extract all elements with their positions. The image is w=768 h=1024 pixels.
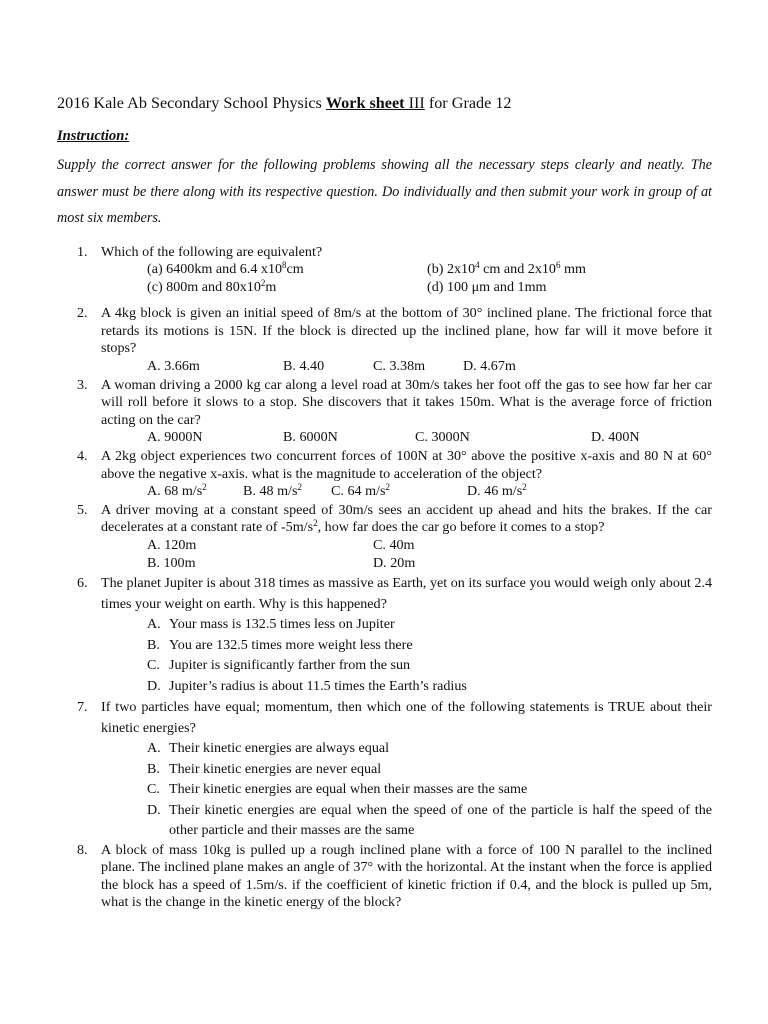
question-options bbox=[101, 738, 712, 841]
option-c: C. Their kinetic energies are equal when their masses are the same bbox=[147, 781, 528, 798]
question-stem: A 2kg object experiences two concurrent forces of 100N at 30° above the positive x-axis and 80 N at 60° above the negative x-axis. what is the magnitude to acceleration of the object? bbox=[101, 448, 712, 482]
question-number: 3. bbox=[77, 376, 88, 393]
option-b: B. 6000N bbox=[283, 429, 338, 446]
option-b: B. 4.40 bbox=[283, 358, 325, 375]
question-options bbox=[101, 261, 712, 296]
question-stem: Which of the following are equivalent? bbox=[101, 243, 323, 260]
option-a: A. 3.66m bbox=[147, 358, 200, 375]
question-stem: The planet Jupiter is about 318 times as massive as Earth, yet on its surface you would weigh only about 2.4 times your weight on earth. Why is this happened? bbox=[101, 575, 712, 612]
question-number: 7. bbox=[77, 699, 88, 716]
question-8 bbox=[57, 842, 712, 912]
question-number: 1. bbox=[77, 243, 88, 260]
option-b: (b) $2x10^4$ cm and $2x10^6$ mm bbox=[427, 260, 586, 278]
option-a: A. 9000N bbox=[147, 429, 203, 446]
question-options bbox=[101, 614, 712, 696]
question-number: 8. bbox=[77, 841, 88, 858]
question-options bbox=[101, 537, 712, 572]
option-c: C. 3000N bbox=[415, 429, 470, 446]
question-3 bbox=[57, 377, 712, 447]
title-text: 2016 Kale Ab Secondary School Physics bbox=[57, 94, 326, 112]
question-options bbox=[101, 358, 712, 376]
page-title bbox=[57, 92, 712, 114]
option-b: B. 48 $m/s^2$ bbox=[243, 482, 302, 500]
title-numeral: III bbox=[404, 94, 425, 112]
option-c: C. Jupiter is significantly farther from the sun bbox=[147, 657, 411, 674]
question-options bbox=[101, 483, 712, 501]
option-b: B. 100m bbox=[147, 554, 196, 571]
question-stem: A driver moving at a constant speed of 30m/s sees an accident up ahead and hits the brakes. If the car decelerates at a constant rate of $-5m/s^2$, how far does the car go before it comes to a stop? bbox=[101, 501, 712, 536]
question-4 bbox=[57, 448, 712, 501]
option-d: (d) 100 μm and 1mm bbox=[427, 278, 547, 295]
option-d: D. 20m bbox=[373, 554, 416, 571]
option-c: C. 40m bbox=[373, 537, 415, 553]
option-a: A. 120m bbox=[147, 537, 197, 553]
question-5 bbox=[57, 502, 712, 572]
question-number: 4. bbox=[77, 448, 88, 465]
option-c: (c) 800m and $80x10^2m$ bbox=[147, 277, 277, 295]
option-b: B. You are 132.5 times more weight less there bbox=[147, 636, 413, 653]
instruction-body: Supply the correct answer for the following problems showing all the necessary steps clearly and neatly. The answer must be there along with its respective question. Do individually and then submit your work in group of at most six members. bbox=[57, 157, 712, 226]
option-d: D. 46 $m/s^2$ bbox=[467, 482, 527, 500]
title-emphasis: Work sheet bbox=[325, 94, 405, 112]
option-b: B. Their kinetic energies are never equal bbox=[147, 760, 382, 777]
question-stem: A 4kg block is given an initial speed of 8m/s at the bottom of 30° inclined plane. The frictional force that retards its motions is 15N. If the block is directed up the inclined plane, how far will it move before it stops? bbox=[101, 305, 712, 357]
option-a: (a) 6400km and 6.4 $x10^8cm$ bbox=[147, 260, 304, 278]
question-7 bbox=[57, 697, 712, 841]
option-d: D. Jupiter’s radius is about 11.5 times the Earth’s radius bbox=[147, 677, 467, 694]
question-number: 5. bbox=[77, 501, 88, 518]
option-a: A. Their kinetic energies are always equal bbox=[147, 740, 390, 757]
question-number: 2. bbox=[77, 305, 88, 322]
option-d: D. 400N bbox=[591, 429, 640, 446]
question-stem: A woman driving a 2000 kg car along a level road at 30m/s takes her foot off the gas to see how far her car will roll before it slows to a stop. She discovers that it takes 150m. What is the average force of friction acting on the car? bbox=[101, 376, 712, 428]
instruction-heading: Instruction: bbox=[57, 128, 130, 144]
title-suffix: for Grade 12 bbox=[424, 94, 512, 112]
question-number: 6. bbox=[77, 575, 88, 592]
question-6 bbox=[57, 573, 712, 696]
question-stem: A block of mass 10kg is pulled up a rough inclined plane with a force of 100 N parallel to the inclined plane. The inclined plane makes an angle of 37° with the horizontal. At the instant when the force is applied the block has a speed of 1.5m/s. if the coefficient of kinetic friction if 0.4, and the block is pulled up 5m, what is the change in the kinetic energy of the block? bbox=[101, 841, 712, 911]
option-a: A. 68 $m/s^2$ bbox=[147, 482, 207, 500]
option-a: A. Your mass is 132.5 times less on Jupiter bbox=[147, 616, 395, 633]
question-stem: If two particles have equal; momentum, then which one of the following statements is TRUE about their kinetic energies? bbox=[101, 699, 712, 736]
option-c: C. 64 $m/s^2$ bbox=[331, 482, 390, 500]
option-d: D. Their kinetic energies are equal when the speed of one of the particle is half the speed of the other particle and their masses are the same bbox=[147, 801, 712, 839]
question-options bbox=[101, 429, 712, 447]
option-c: C. 3.38m bbox=[373, 358, 426, 375]
question-1 bbox=[57, 244, 712, 297]
question-2 bbox=[57, 305, 712, 375]
option-d: D. 4.67m bbox=[463, 358, 516, 375]
